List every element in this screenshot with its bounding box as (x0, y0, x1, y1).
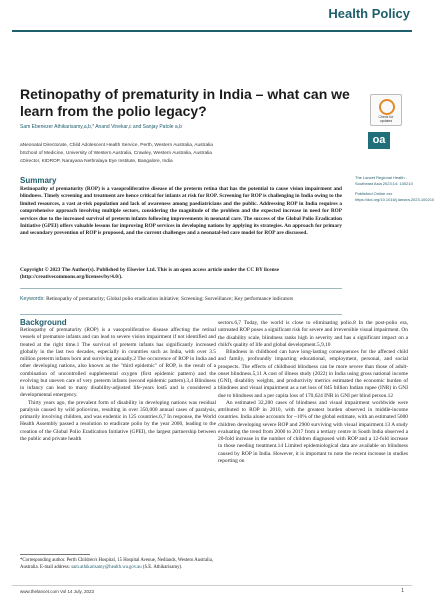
divider (20, 288, 342, 289)
author-list: Sam Ebenezer Athikarisamy,a,b,* Anand Vinekar,c and Sanjay Patole a,b (20, 124, 182, 130)
doi-link[interactable]: https://doi.org/10.1016/j.lansea.2023.100210 (355, 197, 434, 202)
journal-meta (355, 175, 434, 203)
check-updates-label: Check for updates (378, 115, 394, 123)
affiliation-b: bSchool of Medicine, University of Western Australia, Crawley, Western Australia, Australia (20, 151, 212, 156)
affiliations (20, 142, 340, 166)
paragraph: Blindness in childhood can have long-lasting consequences for the affected child and family, profoundly impacting educational, employment, personal, and social prospects. The effects of childhood blindness can be more severe than those of adult-onset blindness.5,11 A cost of illness study (2022) in India using gross national income (GNI), disability weights, and productivity metrics estimated the economic burden of blindness and visual impairment as a net loss of 845 billion Indian rupee (INR) in GNI due to blindness and a per capita loss of 170,624 INR in GNI per blind person.12 (218, 349, 408, 399)
author-email-link[interactable]: sam.athikarisamy@health.wa.gov.au (71, 564, 142, 570)
check-updates-icon (379, 99, 395, 115)
footnote-tail: (S.E. Athikarisamy). (142, 564, 183, 570)
right-column (218, 320, 408, 465)
journal-citation: The Lancet Regional Health - Southeast Asia 2023;14: 100210 (355, 175, 413, 186)
paragraph: Retinopathy of prematurity (ROP) is a vasoproliferative disease affecting the retinal vessels of premature infants and can lead to severe vision impairment if not identified and treated at the right time.1 The survival of preterm infants has significantly increased globally in the last two decades, especially in countries such as India, with over 3.5 million preterm infants born and surviving annually.2 The occurrence of ROP in India and other developing nations, also known as the "third epidemic" of ROP, is the result of a combination of uncontrolled supplemental oxygen (first epidemic pattern) and the evolving but uneven care of very preterm infants (second epidemic pattern).3,4 Blindness in infancy can lead to many disability-adjusted life-years lost5 and is considered a developmental emergency. (20, 327, 216, 399)
paragraph: Thirty years ago, the prevalent form of disability in developing nations was residual paralysis caused by wild poliovirus, resulting in over 350,000 annual cases of paralysis, primarily involving children, and was endemic in 125 countries.6,7 In response, the World Health Assembly passed a resolution to eradicate polio by the year 2000, leading to the creation of the Global Polio Eradication Initiative (GPEI), the largest partnership between the public and private health (20, 399, 216, 442)
affiliation-c: cDirector, KIDROP, Narayana Nethralaya Eye Institute, Bangalore, India (20, 159, 173, 164)
page-number: 1 (401, 588, 404, 594)
copyright-notice: Copyright © 2023 The Author(s). Published by Elsevier Ltd. This is an open access article under the CC BY license (http://creativecommons.org/licenses/by/4.0/). (20, 267, 279, 281)
bottom-rule (12, 585, 412, 586)
email-label: E-mail address: (40, 564, 70, 570)
paragraph: An estimated 32,200 cases of blindness and visual impairment worldwide were attributed to ROP in 2010, with the greatest burden observed in middle-income countries. India alone accounts for ~10% of the global estimate, with an estimated 5000 children developing severe ROP and 2900 surviving with visual impairment.13 A study evaluating the trend from 2000 to 2017 from a tertiary centre in South India observed a 20-fold increase in the number of children diagnosed with ROP and a 12-fold increase in those needing treatment.14 Limited epidemiological data are available on blindness caused by ROP in India. However, it is important to note the recent increase in studies reporting on (218, 399, 408, 464)
keywords-label: Keywords: (20, 296, 45, 302)
published-online: Published Online xxx (355, 191, 393, 196)
keywords (20, 296, 342, 303)
affiliation-a: aNeonatal Directorate, Child Adolescent Health Service, Perth, Western Australia, Australia (20, 143, 213, 148)
summary-heading: Summary (20, 176, 57, 185)
top-rule (12, 30, 412, 32)
footnote-text: *Corresponding author. Perth Children's Hospital, 15 Hospital Avenue, Nedlands, Western Australia, Australia. (20, 558, 214, 570)
divider (20, 314, 342, 315)
summary-text: Retinopathy of prematurity (ROP) is a vasoproliferative disease of the preterm retina that has the potential to cause vision impairment and blindness. Timely screening and treatment are hence critical for infants at risk for ROP. Screening for ROP is challenging in India owing to the limited resources, a vast at-risk population and lack of awareness among paediatricians and the public. Addressing ROP in India requires a comprehensive approach involving multiple sectors, considering the magnitude of the problem and the expected increase in need for ROP services due to the increased survival of preterm infants following improvements in neonatal care. The success of the Global Polio Eradication Initiative (GPEI) offers valuable lessons for improving ROP services in developing nations by applying its strategies. An approach for primary and secondary prevention of ROP is proposed, and the current challenges and a neonatal-led care model for ROP are discussed. (20, 186, 342, 237)
check-for-updates-badge[interactable] (370, 94, 402, 126)
footer-journal: www.thelancet.com Vol 14 July, 2023 (20, 589, 94, 594)
open-access-badge: oa (368, 132, 390, 149)
section-label: Health Policy (328, 6, 410, 21)
corresponding-author-footnote (20, 558, 216, 571)
footnote-rule (20, 554, 90, 555)
keywords-list: Retinopathy of prematurity; Global polio eradication initiative; Screening; Surveillance; Key performance indicators (46, 296, 294, 302)
article-title: Retinopathy of prematurity in India – what can we learn from the polio legacy? (20, 86, 350, 119)
paragraph: sectors.6,7 Today, the world is close to eliminating polio.8 In the post-polio era, untreated ROP poses a significant risk for severe and irreversible visual impairment. On the disability scale, blindness ranks high in severity and has a significant impact on a child's quality of life and global development.5,9,10 (218, 320, 408, 348)
left-column (20, 327, 216, 443)
background-heading: Background (20, 318, 67, 327)
